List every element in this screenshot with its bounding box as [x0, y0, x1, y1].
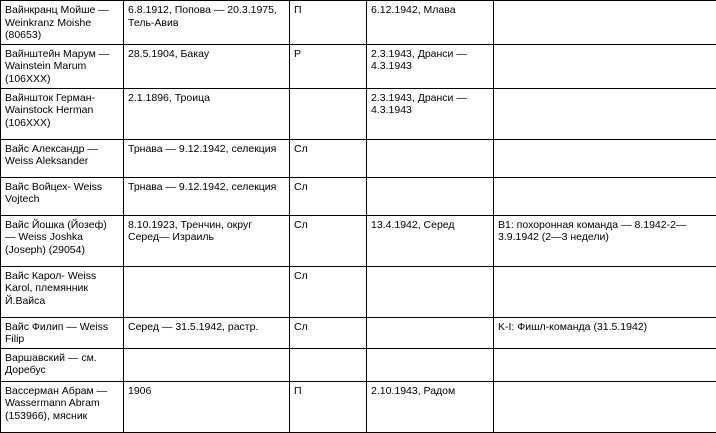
birth-cell: Трнава — 9.12.1942, селекция: [124, 139, 290, 177]
name-cell: Вайс Александр — Weiss Aleksander: [1, 139, 124, 177]
code-cell: П: [290, 381, 367, 432]
name-cell: Вайншток Герман-Wainstock Herman (106XXX): [1, 88, 124, 139]
deport-cell: [367, 266, 494, 317]
code-cell: [290, 348, 367, 381]
name-cell: Варшавский — см. Доребус: [1, 348, 124, 381]
code-cell: Сл: [290, 177, 367, 215]
birth-cell: 2.1.1896, Троица: [124, 88, 290, 139]
birth-cell: [124, 266, 290, 317]
deport-cell: 2.3.1943, Дранси — 4.3.1943: [367, 88, 494, 139]
table-row: [1, 88, 716, 139]
note-cell: B1: похоронная команда — 8.1942-2—3.9.1942 (2—3 недели): [494, 215, 716, 266]
name-cell: Вассерман Абрам — Wassermann Abram (153966), мясник: [1, 381, 124, 432]
note-cell: [494, 348, 716, 381]
note-cell: [494, 1, 716, 45]
name-cell: Вайс Войцех- Weiss Vojtech: [1, 177, 124, 215]
code-cell: Сл: [290, 317, 367, 348]
table-row: [1, 317, 716, 348]
deport-cell: 2.10.1943, Радом: [367, 381, 494, 432]
birth-cell: Трнава — 9.12.1942, селекция: [124, 177, 290, 215]
deport-cell: [367, 177, 494, 215]
name-cell: Вайс Карол- Weiss Karol, племянник Й.Вайса: [1, 266, 124, 317]
table-row: [1, 44, 716, 88]
code-cell: Сл: [290, 215, 367, 266]
birth-cell: 6.8.1912, Попова — 20.3.1975, Тель-Авив: [124, 1, 290, 45]
note-cell: [494, 139, 716, 177]
table-row: [1, 139, 716, 177]
deport-cell: [367, 348, 494, 381]
code-cell: Р: [290, 44, 367, 88]
deport-cell: [367, 317, 494, 348]
name-cell: Вайс Филип — Weiss Filip: [1, 317, 124, 348]
note-cell: [494, 266, 716, 317]
birth-cell: [124, 348, 290, 381]
deport-cell: 6.12.1942, Млава: [367, 1, 494, 45]
birth-cell: 1906: [124, 381, 290, 432]
birth-cell: 8.10.1923, Тренчин, округ Серед— Израиль: [124, 215, 290, 266]
table-row: [1, 177, 716, 215]
name-cell: Вайс Йошка (Йозеф) — Weiss Joshka (Joseph) (29054): [1, 215, 124, 266]
deport-cell: 13.4.1942, Серед: [367, 215, 494, 266]
note-cell: [494, 88, 716, 139]
table-row: [1, 1, 716, 45]
code-cell: П: [290, 1, 367, 45]
name-cell: Вайнкранц Мойше — Weinkranz Moishe (80653): [1, 1, 124, 45]
table-row: [1, 348, 716, 381]
note-cell: [494, 44, 716, 88]
code-cell: Сл: [290, 139, 367, 177]
code-cell: Сл: [290, 266, 367, 317]
name-cell: Вайнштейн Марум — Wainstein Marum (106XXX): [1, 44, 124, 88]
birth-cell: 28.5.1904, Бакау: [124, 44, 290, 88]
note-cell: [494, 177, 716, 215]
code-cell: [290, 88, 367, 139]
birth-cell: Серед — 31.5.1942, растр.: [124, 317, 290, 348]
note-cell: K-I: Фишл-команда (31.5.1942): [494, 317, 716, 348]
deport-cell: [367, 139, 494, 177]
deport-cell: 2.3.1943, Дранси — 4.3.1943: [367, 44, 494, 88]
table-row: [1, 266, 716, 317]
table-row: [1, 215, 716, 266]
